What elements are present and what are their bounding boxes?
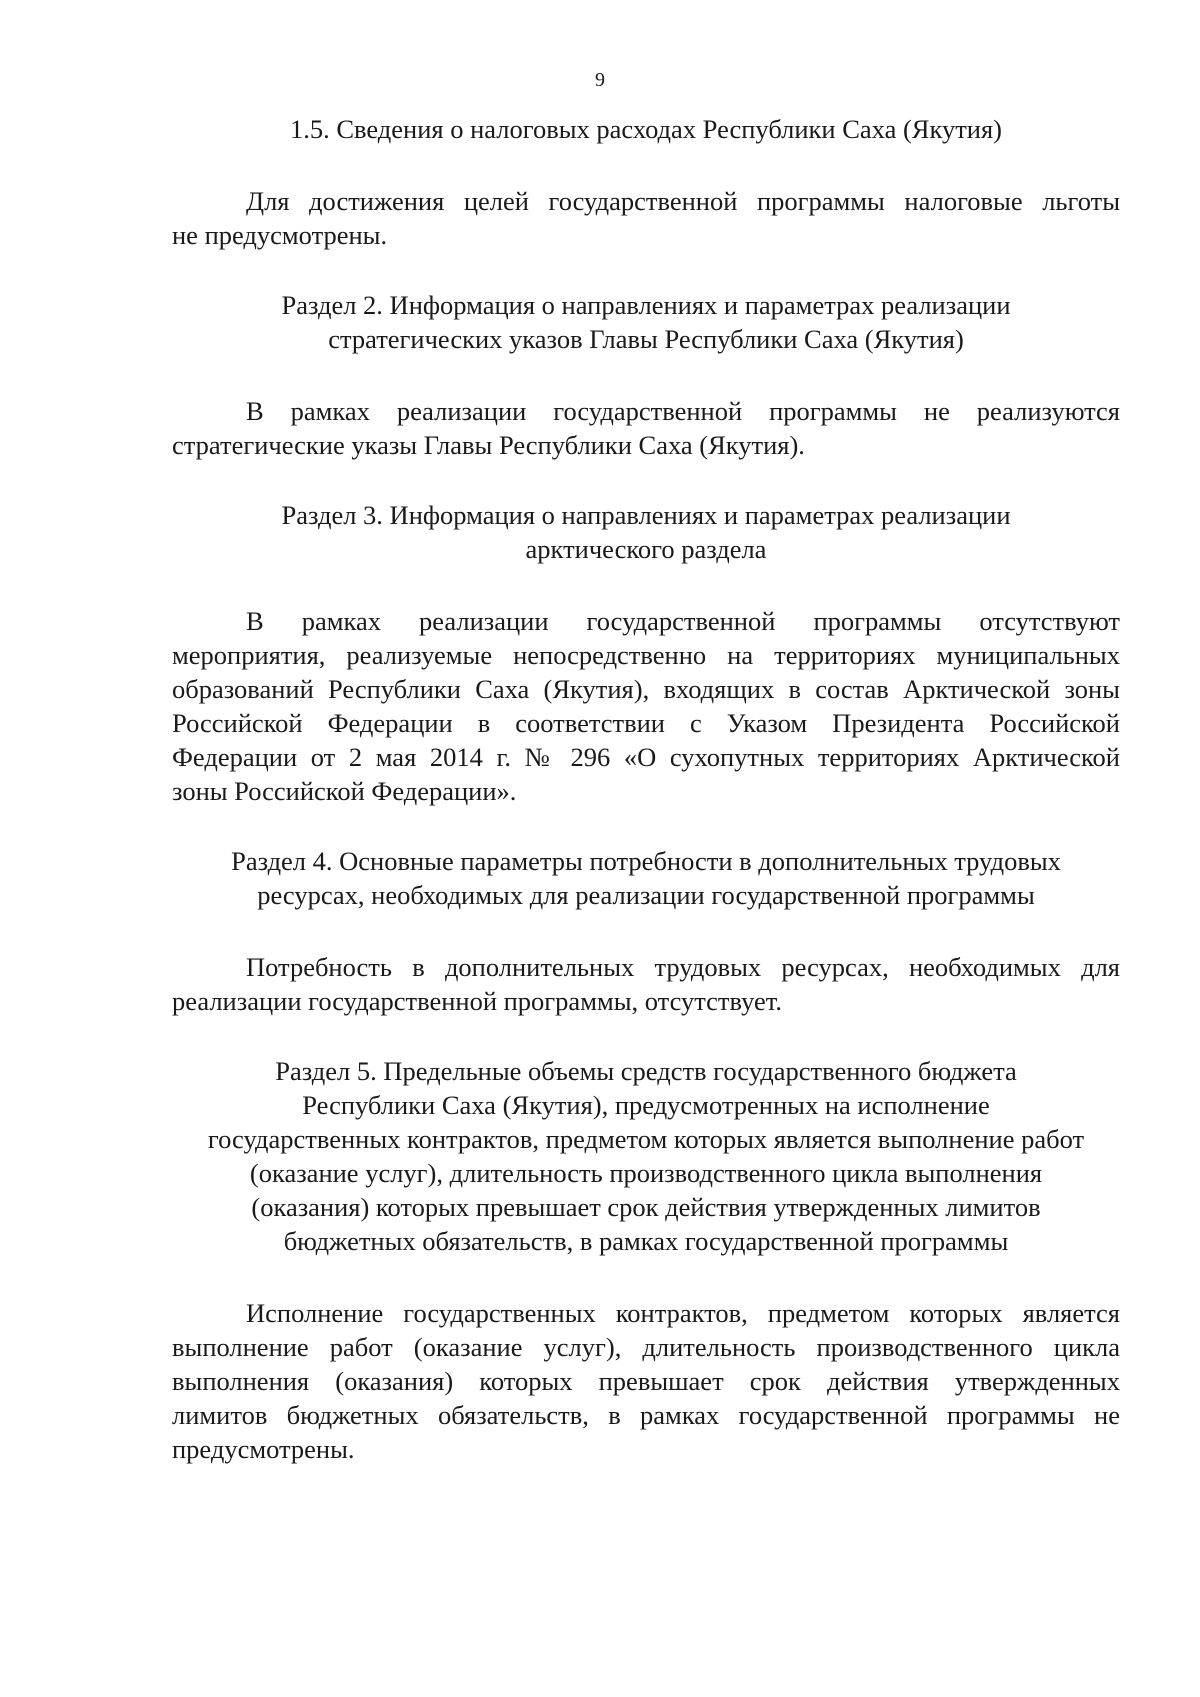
heading-line: Раздел 5. Предельные объемы средств государственного бюджета: [275, 1056, 1017, 1086]
paragraph-line: стратегические указы Главы Республики Саха (Якутия).: [172, 430, 805, 460]
paragraph-line: образований Республики Саха (Якутия), входящих в состав Арктической зоны: [172, 674, 1120, 704]
heading-line: стратегических указов Главы Республики Саха (Якутия): [328, 324, 964, 354]
spacer: [172, 462, 1120, 498]
section-heading-5: [172, 1054, 1120, 1258]
paragraph-line: Для достижения целей государственной программы налоговые льготы: [246, 186, 1120, 216]
paragraph-line: предусмотрены.: [172, 1434, 355, 1464]
heading-line: арктического раздела: [525, 534, 767, 564]
spacer: [172, 146, 1120, 184]
spacer: [172, 356, 1120, 394]
paragraph-line: Потребность в дополнительных трудовых ресурсах, необходимых для: [246, 952, 1120, 982]
spacer: [172, 252, 1120, 288]
section-heading-2: [172, 288, 1120, 356]
paragraph-line: Российской Федерации в соответствии с Указом Президента Российской: [172, 708, 1120, 738]
heading-line: Раздел 4. Основные параметры потребности в дополнительных трудовых: [231, 846, 1061, 876]
section-paragraph-2: [172, 394, 1120, 462]
section-heading-3: [172, 498, 1120, 566]
paragraph-line: зоны Российской Федерации».: [172, 776, 517, 806]
section-paragraph-4: [172, 950, 1120, 1018]
section-paragraph-3: [172, 604, 1120, 808]
section-paragraph-5: [172, 1296, 1120, 1466]
heading-line: (оказания) которых превышает срок действия утвержденных лимитов: [251, 1192, 1041, 1222]
heading-line: (оказание услуг), длительность производственного цикла выполнения: [249, 1158, 1043, 1188]
paragraph-line: В рамках реализации государственной программы не реализуются: [246, 396, 1120, 426]
section-heading-4: [172, 844, 1120, 912]
section-heading-1-5: [172, 112, 1120, 146]
document-body: [172, 112, 1120, 1466]
section-paragraph-1-5: [172, 184, 1120, 252]
paragraph-line: выполнение работ (оказание услуг), длительность производственного цикла: [172, 1332, 1120, 1362]
spacer: [172, 566, 1120, 604]
heading-line: Раздел 3. Информация о направлениях и параметрах реализации: [281, 500, 1011, 530]
paragraph-line: Федерации от 2 мая 2014 г. № 296 «О сухопутных территориях Арктической: [172, 742, 1120, 772]
heading-line: бюджетных обязательств, в рамках государственной программы: [283, 1226, 1009, 1256]
paragraph-line: мероприятия, реализуемые непосредственно на территориях муниципальных: [172, 640, 1120, 670]
paragraph-line: лимитов бюджетных обязательств, в рамках государственной программы не: [172, 1400, 1120, 1430]
spacer: [172, 808, 1120, 844]
spacer: [172, 1258, 1120, 1296]
heading-line: Раздел 2. Информация о направлениях и параметрах реализации: [281, 290, 1011, 320]
heading-line: 1.5. Сведения о налоговых расходах Республики Саха (Якутия): [289, 114, 1002, 144]
heading-line: Республики Саха (Якутия), предусмотренных на исполнение: [302, 1090, 990, 1120]
paragraph-line: Исполнение государственных контрактов, предметом которых является: [246, 1298, 1120, 1328]
spacer: [172, 1018, 1120, 1054]
heading-line: государственных контрактов, предметом которых является выполнение работ: [207, 1124, 1085, 1154]
paragraph-line: не предусмотрены.: [172, 220, 388, 250]
paragraph-line: выполнения (оказания) которых превышает срок действия утвержденных: [172, 1366, 1120, 1396]
page-number: 9: [595, 69, 605, 91]
spacer: [172, 912, 1120, 950]
paragraph-line: реализации государственной программы, отсутствует.: [172, 986, 782, 1016]
paragraph-line: В рамках реализации государственной программы отсутствуют: [246, 606, 1120, 636]
heading-line: ресурсах, необходимых для реализации государственной программы: [257, 880, 1035, 910]
